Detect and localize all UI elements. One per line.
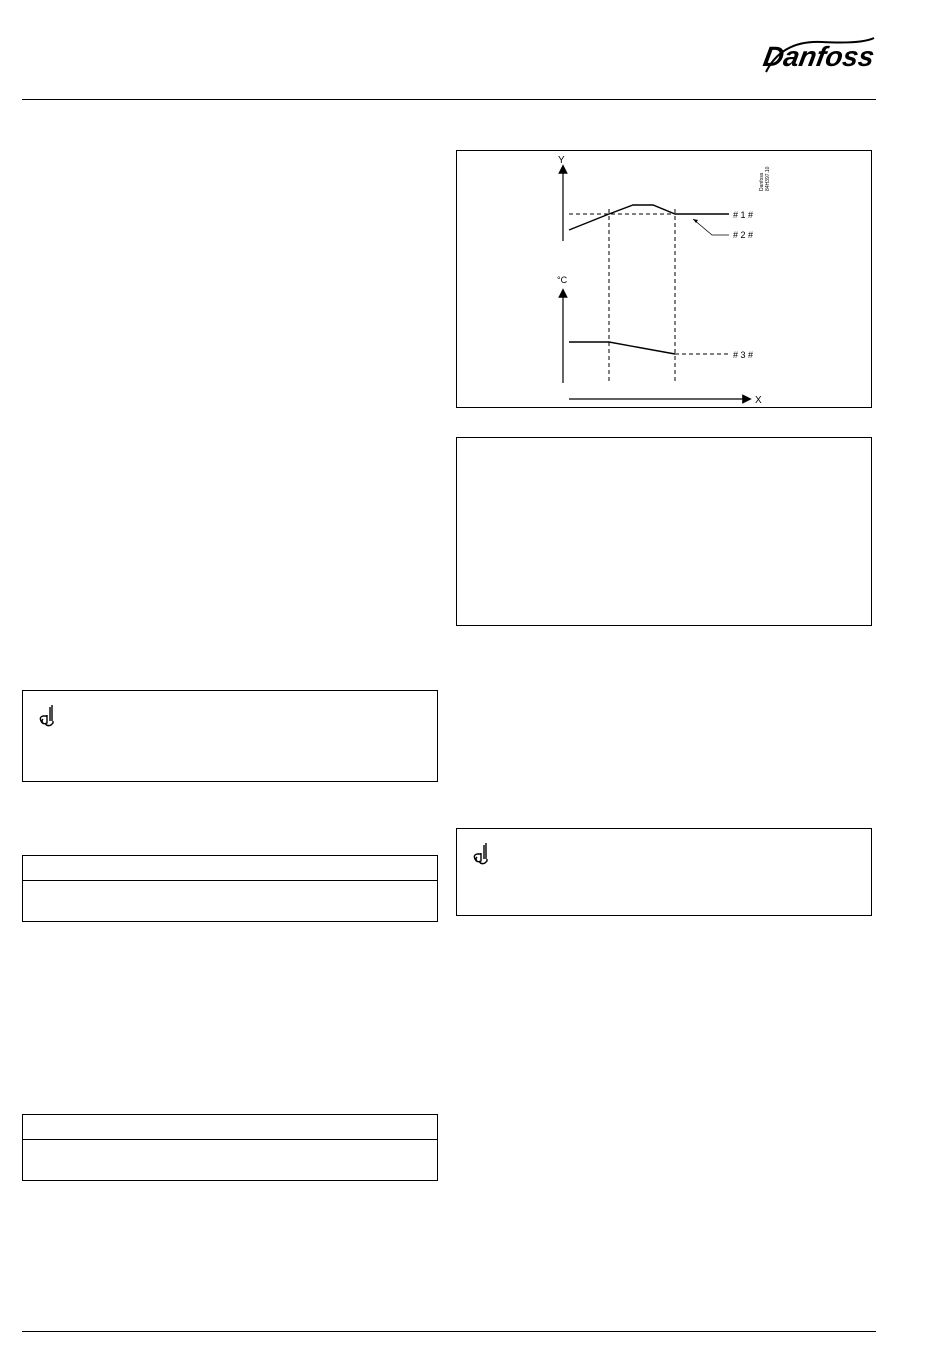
pointing-hand-icon [471, 841, 493, 869]
footer-rule [22, 1331, 876, 1332]
curve-2 [569, 205, 729, 230]
curve-3 [569, 342, 675, 354]
line-1-label: # 1 # [733, 210, 754, 220]
pointing-hand-icon [37, 703, 59, 731]
header-rule [22, 99, 876, 100]
right-note-box [456, 828, 872, 916]
danfoss-logo [762, 32, 880, 78]
right-info-box [456, 437, 872, 626]
parameter-table-2 [22, 1114, 438, 1181]
diagram-frame [456, 150, 872, 408]
temperature-diagram [457, 151, 871, 407]
temperature-axis-label: °C [557, 275, 568, 285]
line-3-label: # 3 # [733, 350, 754, 360]
line-2-label: # 2 # [733, 230, 754, 240]
ref-code-line-1: Danfoss [759, 172, 765, 191]
y-axis-label: Y [558, 155, 565, 166]
left-note-box [22, 690, 438, 782]
danfoss-logo-mark [762, 32, 880, 78]
table-1-header-rule [23, 880, 437, 881]
ref-code-line-2: 84H397.10 [765, 166, 771, 191]
leader-line-2 [693, 219, 729, 235]
parameter-table-1 [22, 855, 438, 922]
table-2-header-rule [23, 1139, 437, 1140]
x-axis-label: X [755, 395, 762, 406]
logo-text: Danfoss [762, 40, 877, 72]
